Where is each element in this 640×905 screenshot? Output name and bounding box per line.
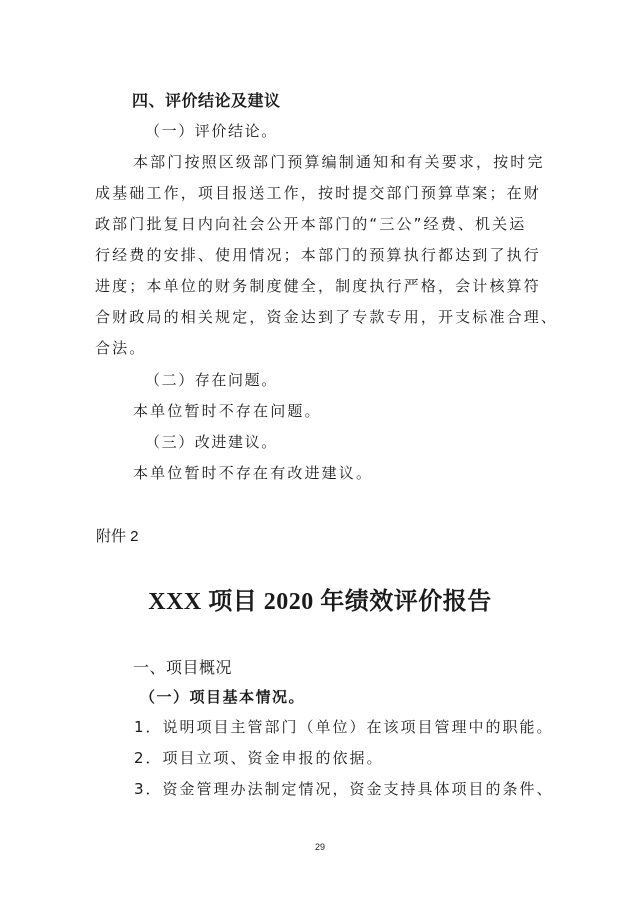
section-heading-project-overview: 一、项目概况 (133, 658, 233, 677)
attachment-label: 附件 2 (96, 528, 139, 545)
paragraph-line: 本部门按照区级部门预算编制通知和有关要求，按时完 (133, 153, 545, 171)
paragraph-line: 合财政局的相关规定，资金达到了专款专用，开支标准合理、 (95, 308, 559, 326)
paragraph-line: 合法。 (95, 339, 147, 357)
paragraph-line: 本单位暂时不存在问题。 (133, 402, 322, 420)
subheading-evaluation-conclusion: （一）评价结论。 (145, 122, 278, 140)
numbered-item: 1．说明项目主管部门（单位）在该项目管理中的职能。 (134, 718, 554, 736)
subheading-improvement-suggestions: （三）改进建议。 (145, 433, 278, 451)
paragraph-line: 行经费的安排、使用情况；本部门的预算执行都达到了执行 (95, 246, 541, 264)
section-heading-conclusions: 四、评价结论及建议 (132, 91, 281, 110)
paragraph-line: 成基础工作，项目报送工作，按时提交部门预算草案；在财 (95, 184, 541, 202)
paragraph-line: 进度；本单位的财务制度健全，制度执行严格，会计核算符 (95, 277, 541, 295)
report-title: XXX 项目 2020 年绩效评价报告 (148, 589, 492, 615)
page-number: 29 (314, 842, 325, 852)
numbered-item: 3．资金管理办法制定情况，资金支持具体项目的条件、 (134, 780, 554, 798)
subheading-project-basic-info: （一）项目基本情况。 (140, 688, 306, 706)
paragraph-line: 本单位暂时不存在有改进建议。 (133, 464, 374, 482)
numbered-item: 2．项目立项、资金申报的依据。 (134, 749, 384, 767)
paragraph-line: 政部门批复日内向社会公开本部门的“三公”经费、机关运 (95, 215, 527, 233)
subheading-existing-problems: （二）存在问题。 (145, 371, 278, 389)
